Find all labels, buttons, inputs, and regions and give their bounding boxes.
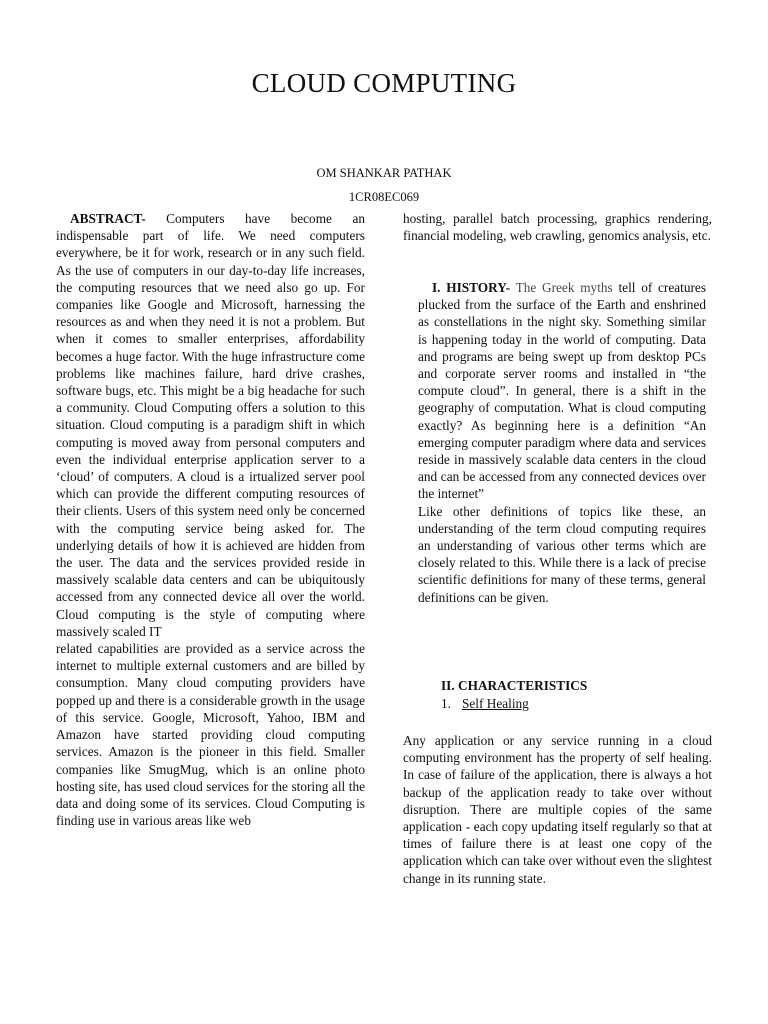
self-healing-text: Any application or any service running in a cloud computing environment has the property of self healing. In case of failure of the application, there is always a hot backup of the application ready to take over without disruption. There are multiple copies of the same application - each copy updating itself regularly so that at times of failure there is at least one copy of the application which can take over without even the slightest change in its running state. <box>403 733 712 886</box>
abstract-paragraph <box>56 210 365 640</box>
history-paragraph-2: Like other definitions of topics like these, an understanding of the term cloud computing requires an understanding of various other terms which are closely related to this. While there is a lack of precise scientific definitions for many of these terms, general definitions can be given. <box>418 503 706 605</box>
item-label: Self Healing <box>462 696 529 711</box>
history-section <box>418 279 706 606</box>
history-paragraph <box>418 279 706 503</box>
paper-title: CLOUD COMPUTING <box>251 68 517 98</box>
history-heading: I. HISTORY- <box>432 280 511 295</box>
author-id: 1CR08EC069 <box>348 190 420 204</box>
characteristics-item <box>441 696 529 712</box>
author-name: OM SHANKAR PATHAK <box>316 166 452 180</box>
abstract-heading: ABSTRACT- <box>70 211 146 226</box>
abstract-section <box>56 210 365 829</box>
abstract-paragraph-2: related capabilities are provided as a service across the internet to multiple external customers and are billed by consumption. Many cloud computing providers have popped up and there is a considerable growth in the usage of this service. Google, Microsoft, Yahoo, IBM and Amazon have started providing cloud computing services. Amazon is the pioneer in this field. Smaller companies like SmugMug, which is an online photo hosting site, has used cloud services for the storing all the data and doing some of its services. Cloud Computing is finding use in various areas like web <box>56 641 365 829</box>
characteristics-heading: II. CHARACTERISTICS <box>441 678 588 693</box>
abstract-continued: hosting, parallel batch processing, graphics rendering, financial modeling, web crawling, genomics analysis, etc. <box>403 211 712 244</box>
history-text: tell of creatures plucked from the surface of the Earth and enshrined as constellations in the night sky. Something similar is happening today in the world of computing. Data and programs are being swept up from desktop PCs and corporate server rooms and installed in “the compute cloud”. In general, there is a shift in the geography of computation. What is cloud computing exactly? As beginning here is a definition “An emerging computer paradigm where data and services reside in massively scalable data centers in the cloud and can be accessed from any connected devices over the internet” <box>418 280 707 502</box>
history-lead: The Greek myths <box>515 280 613 295</box>
item-number: 1. <box>441 696 451 711</box>
abstract-text: Computers have become an indispensable part of life. We need computers everywhere, be it for work, research or in any such field. As the use of computers in our day-to-day life increases, the computing resources that we need also go up. For companies like Google and Microsoft, harnessing the resources as and when they need it is not a problem. But when it comes to smaller enterprises, affordability becomes a huge factor. With the huge infrastructure come problems like machines failure, hard drive crashes, software bugs, etc. This might be a big headache for such a community. Cloud Computing offers a solution to this situation. Cloud computing is a paradigm shift in which computing is moved away from personal computers and even the individual enterprise application server to a ‘cloud’ of computers. A cloud is a irtualized server pool which can provide the different computing resources of their clients. Users of this system need only be concerned with the computing service being asked for. The underlying details of how it is achieved are hidden from the user. The data and the services provided reside in massively scalable data centers and can be ubiquitously accessed from any connected device all over the world. Cloud computing is the style of computing where massively scaled IT <box>56 211 366 639</box>
